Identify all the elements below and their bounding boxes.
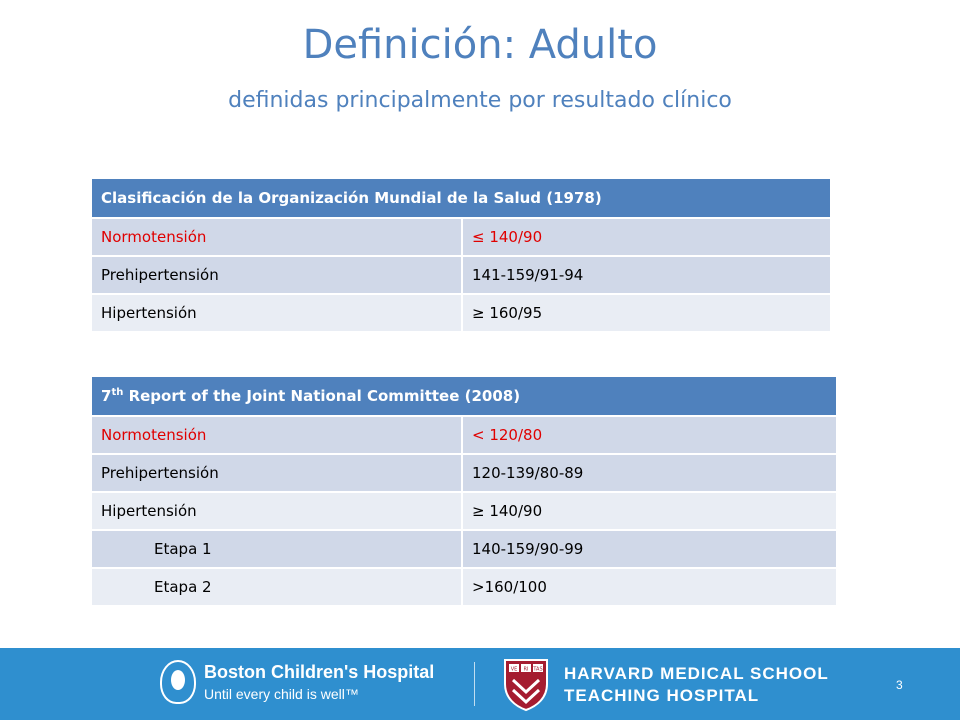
table-row [92,416,836,454]
table-row [92,454,836,492]
category-cell: Prehipertensión [92,256,462,294]
slide-subtitle: definidas principalmente por resultado clínico [228,88,732,113]
shield-text-3: TAS [533,666,543,673]
value-cell: 120-139/80-89 [462,454,836,492]
jnc7-classification-table [92,377,836,607]
hms-line-1: HARVARD MEDICAL SCHOOL [564,664,829,683]
header-superscript: th [111,387,124,398]
jnc7-table-header [92,377,836,416]
header-rest: Report of the Joint National Committee (2008) [123,387,521,405]
table-row [92,256,830,294]
who-classification-table [92,179,830,333]
category-cell: Normotensión [92,416,462,454]
category-cell: Prehipertensión [92,454,462,492]
bch-name: Boston Children's Hospital [204,662,435,682]
footer-divider [474,662,475,706]
category-cell: Etapa 1 [92,530,462,568]
table-row [92,294,830,332]
table-row [92,218,830,256]
value-cell: 140-159/90-99 [462,530,836,568]
value-cell: ≤ 140/90 [462,218,830,256]
category-cell: Normotensión [92,218,462,256]
shield-text-2: RI [523,666,529,673]
harvard-shield-icon [503,658,549,712]
page-number: 3 [896,678,903,692]
who-table-header: Clasificación de la Organización Mundial de la Salud (1978) [92,179,830,218]
category-cell: Etapa 2 [92,568,462,606]
hms-line-2: TEACHING HOSPITAL [564,686,760,705]
value-cell: < 120/80 [462,416,836,454]
header-ordinal: 7 [101,387,112,405]
table-row [92,530,836,568]
category-cell: Hipertensión [92,294,462,332]
value-cell: >160/100 [462,568,836,606]
category-cell: Hipertensión [92,492,462,530]
footer-bar [0,648,960,720]
value-cell: ≥ 160/95 [462,294,830,332]
value-cell: 141-159/91-94 [462,256,830,294]
table-row [92,492,836,530]
shield-text-1: VE [510,666,518,673]
value-cell: ≥ 140/90 [462,492,836,530]
table-row [92,568,836,606]
bch-logo-icon [160,660,196,704]
bch-tagline: Until every child is well™ [204,686,359,702]
slide-title: Definición: Adulto [302,22,658,68]
